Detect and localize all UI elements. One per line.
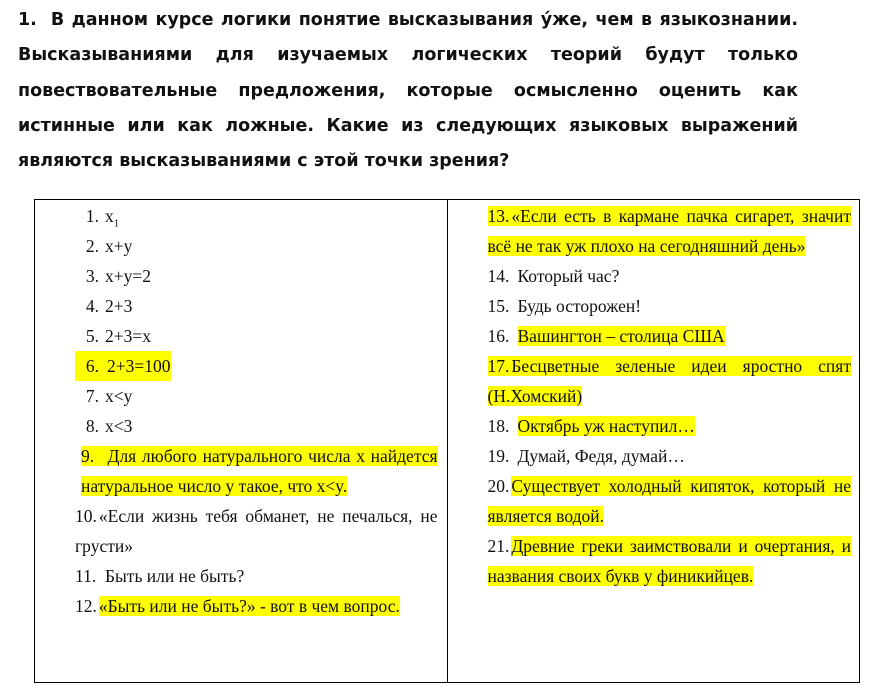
list-item-6 [75,351,438,381]
list-item-11 [75,561,438,591]
item-text: x+y [105,236,133,256]
item-number: 13. [487,206,510,226]
item-text: x<y [105,386,133,406]
item-text [488,201,852,261]
item-text [488,531,852,591]
item-body: «Если есть в кармане пачка сигарет, значит всё не так уж плохо на сегодняшний день» [487,206,851,256]
item-number: 15. [487,296,510,316]
item-text: 2+3=100 [107,356,171,376]
item-text [488,471,852,531]
item-number: 2. [85,236,99,256]
list-item-21 [488,531,852,591]
item-number: 4. [85,296,99,316]
list-item-15 [488,291,852,321]
item-text [488,351,852,411]
list-item-16 [488,321,852,351]
item-number: 12. [75,596,97,616]
highlight-mark [75,351,171,381]
list-item-4 [75,291,438,321]
list-item-12 [75,591,438,621]
item-text: $x_1$ [105,206,120,230]
list-item-8 [75,411,438,441]
item-number: 16. [487,326,510,346]
highlight-mark [488,206,852,256]
item-text: Быть или не быть? [105,566,245,586]
item-text: Будь осторожен! [517,296,642,316]
item-text [518,321,852,351]
item-text: Который час? [517,266,620,286]
list-item-3 [75,261,438,291]
item-number: 21. [487,536,510,556]
list-item-14 [488,261,852,291]
list-item-17 [488,351,852,411]
list-item-10 [75,501,438,561]
list-item-19 [488,441,852,471]
item-number: 17. [487,356,510,376]
item-number: 11. [75,566,97,586]
item-body: Для любого натурального числа x найдется натуральное число y такое, что x<y. [81,446,438,496]
highlight-mark: «Быть или не быть?» - вот в чем вопрос. [98,596,400,616]
list-item-5 [75,321,438,351]
item-body: Бесцветные зеленые идеи яростно спят (Н.Хомский) [487,356,851,406]
item-number: 1. [85,206,99,226]
item-text: Думай, Федя, думай… [517,446,685,466]
item-number: 10. [75,506,97,526]
table-row [35,200,860,683]
expressions-table [34,199,860,683]
item-number: 3. [85,266,99,286]
list-item-7 [75,381,438,411]
list-item-18 [488,411,852,441]
item-number: 20. [487,476,510,496]
item-text: 2+3=x [105,326,151,346]
item-number: 9. [81,446,95,466]
list-item-20 [488,471,852,531]
item-text [75,441,438,501]
highlight-mark [81,446,438,496]
item-text [75,501,438,561]
question-number: 1. [18,10,37,30]
item-text: x<3 [105,416,133,436]
highlight-mark [488,356,852,406]
item-number: 8. [85,416,99,436]
list-item-13 [488,201,852,261]
list-item-1 [75,201,438,231]
question-text [18,3,798,179]
item-text [518,411,852,441]
item-text: 2+3 [105,296,133,316]
subscript: 1 [113,217,120,230]
question-body: В данном курсе логики понятие высказывания у́же, чем в языкознании. Высказываниями для изучаемых логических теорий будут только повествовательные предложения, которые осмысленно оценить как истинные или как ложные. Какие из следующих языковых выражений являются высказываниями с этой точки зрения? [18,10,798,172]
item-number: 14. [487,266,510,286]
item-number: 7. [85,386,99,406]
item-body: «Если жизнь тебя обманет, не печалься, не грусти» [75,506,438,556]
item-number: 19. [487,446,510,466]
right-column [447,200,860,683]
highlight-mark: Древние греки заимствовали и очертания, и названия своих букв у финикийцев. [487,536,851,586]
item-number: 18. [487,416,510,436]
highlight-mark: Существует холодный кипяток, который не является водой. [487,476,851,526]
item-text [75,591,438,621]
list-item-2 [75,231,438,261]
list-item-9 [75,441,438,501]
highlight-mark: Вашингтон – столица США [517,326,725,346]
left-column [35,200,448,683]
item-text: x+y=2 [105,266,151,286]
item-number: 6. [85,356,99,376]
highlight-mark: Октябрь уж наступил… [517,416,695,436]
item-number: 5. [85,326,99,346]
